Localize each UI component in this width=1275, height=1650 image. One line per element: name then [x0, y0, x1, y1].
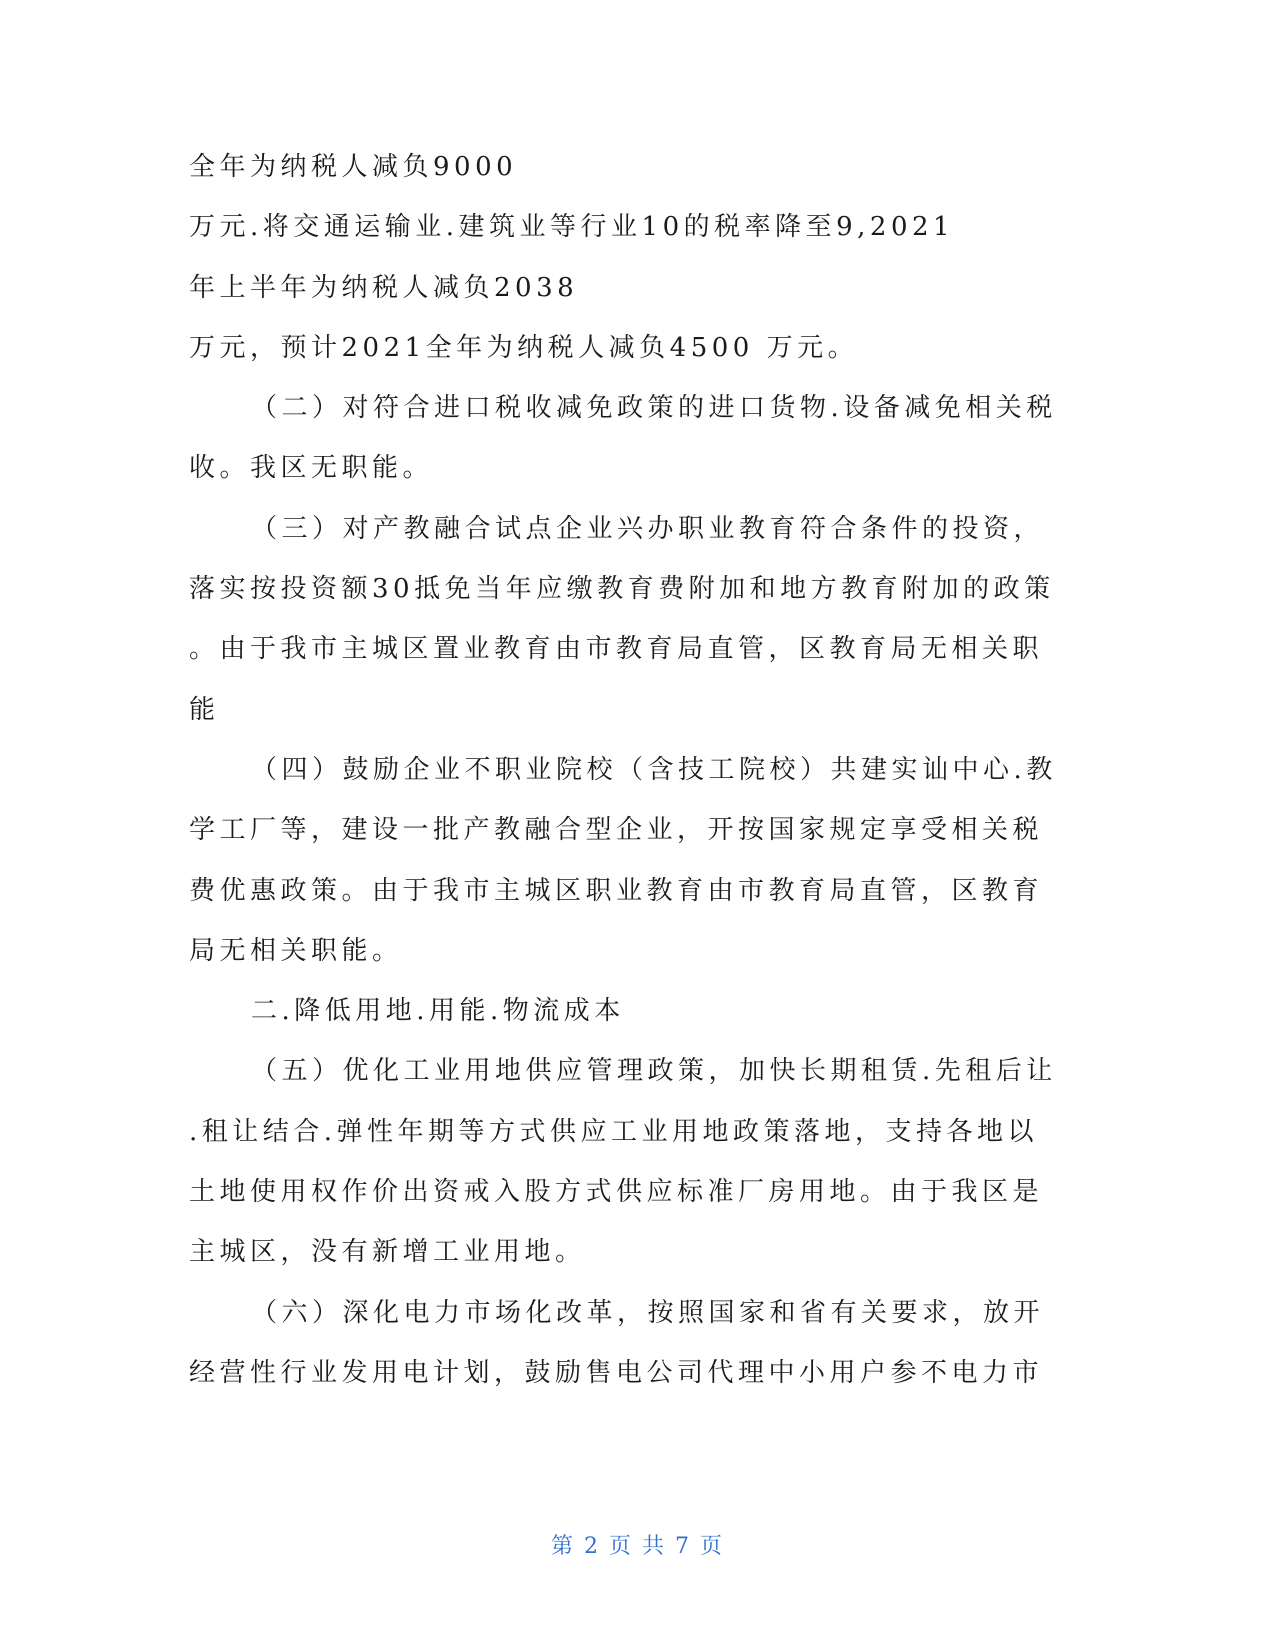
paragraph-item-5	[189, 1041, 1089, 1282]
text-line: 费优惠政策。由于我市主城区职业教育由市教育局直管，区教育	[189, 875, 1044, 906]
text-line: 全年为纳税人减负9000	[189, 152, 518, 182]
text-line: 万元，预计2021全年为纳税人减负4500 万元。	[189, 332, 859, 363]
section-heading-text: 二.降低用地.用能.物流成本	[251, 996, 625, 1027]
text-line: （三）对产教融合试点企业兴办职业教育符合条件的投资，	[251, 513, 1045, 544]
paragraph-item-6	[189, 1283, 1089, 1404]
text-line: 落实按投资额30抵免当年应缴教育费附加和地方教育附加的政策	[189, 574, 1055, 605]
text-line: （四）鼓励企业不职业院校（含技工院校）共建实讪中心.教	[251, 754, 1057, 785]
text-line: （六）深化电力市场化改革，按照国家和省有关要求，放开	[251, 1297, 1045, 1328]
text-line: 收。我区无职能。	[189, 453, 434, 484]
text-line: 学工厂等，建设一批产教融合型企业，开按国家规定享受相关税	[189, 815, 1044, 846]
page-number: 第 2 页 共 7 页	[551, 1534, 724, 1559]
section-heading	[189, 981, 1089, 1041]
text-line: 经营性行业发用电计划，鼓励售电公司代理中小用户参不电力市	[189, 1357, 1044, 1388]
document-body	[189, 137, 1089, 1403]
paragraph-item-3	[189, 499, 1089, 740]
text-line: 。由于我市主城区置业教育由市教育局直管，区教育局无相关职	[189, 634, 1044, 665]
paragraph-continued	[189, 137, 1089, 378]
text-line: 万元.将交通运输业.建筑业等行业10的税率降至9,2021	[189, 212, 955, 243]
paragraph-item-4	[189, 740, 1089, 981]
text-line: .租让结合.弹性年期等方式供应工业用地政策落地，支持各地以	[189, 1116, 1039, 1147]
text-line: 年上半年为纳税人减负2038	[189, 272, 579, 303]
text-line: （五）优化工业用地供应管理政策，加快长期租赁.先租后让	[251, 1056, 1057, 1087]
text-line: 主城区，没有新增工业用地。	[189, 1237, 586, 1268]
text-line: 局无相关职能。	[189, 935, 403, 966]
text-line: 土地使用权作价出资戒入股方式供应标准厂房用地。由于我区是	[189, 1177, 1044, 1208]
text-line: 能	[189, 694, 220, 725]
paragraph-item-2	[189, 378, 1089, 499]
text-line: （二）对符合进口税收减免政策的进口货物.设备减免相关税	[251, 393, 1057, 424]
